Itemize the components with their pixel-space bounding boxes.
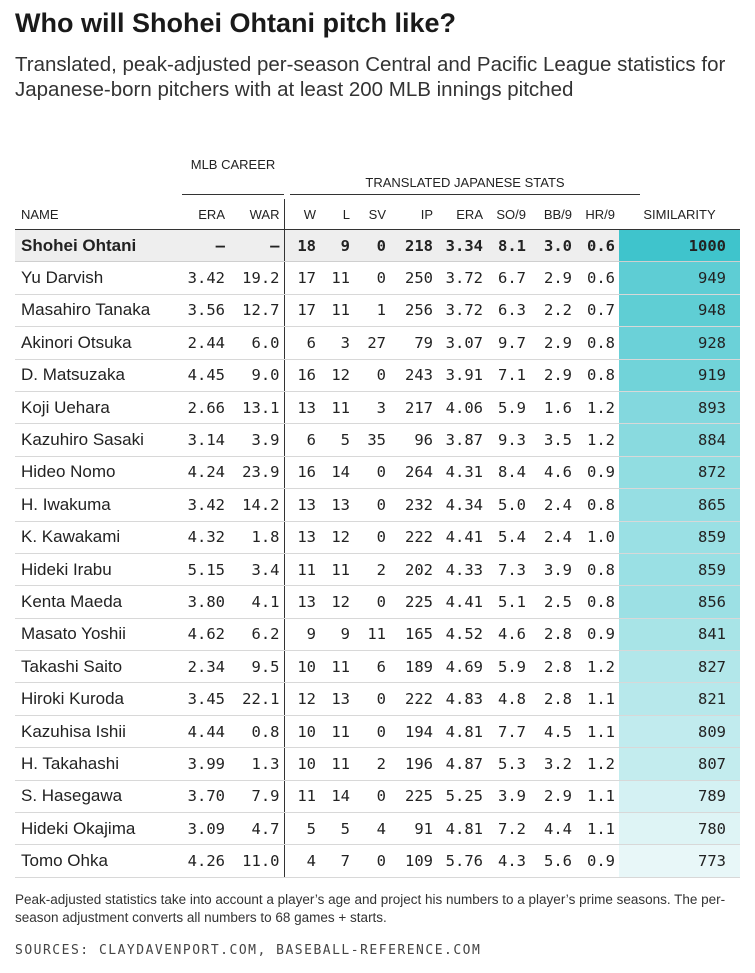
table-row (15, 489, 740, 521)
so9: 5.1 (487, 586, 530, 618)
era: 4.87 (437, 748, 487, 780)
innings-pitched: 232 (390, 489, 437, 521)
pitcher-name: H. Iwakuma (15, 489, 177, 521)
wins: 13 (284, 489, 320, 521)
pitcher-name: K. Kawakami (15, 521, 177, 553)
hr9: 0.9 (576, 618, 619, 650)
saves: 35 (354, 424, 390, 456)
pitcher-name: Masahiro Tanaka (15, 294, 177, 326)
era: 3.91 (437, 359, 487, 391)
bb9: 3.5 (530, 424, 576, 456)
innings-pitched: 225 (390, 586, 437, 618)
similarity-score: 948 (619, 294, 740, 326)
losses: 11 (320, 294, 354, 326)
mlb-era: 3.56 (177, 294, 229, 326)
wins: 13 (284, 521, 320, 553)
innings-pitched: 91 (390, 813, 437, 845)
hr9: 1.0 (576, 521, 619, 553)
bb9: 2.9 (530, 262, 576, 294)
pitcher-name: Kenta Maeda (15, 586, 177, 618)
column-header-hr9: HR/9 (576, 199, 619, 230)
wins: 10 (284, 715, 320, 747)
mlb-era: 3.45 (177, 683, 229, 715)
bb9: 2.9 (530, 327, 576, 359)
similarity-score: 841 (619, 618, 740, 650)
mlb-war: – (229, 230, 284, 262)
innings-pitched: 217 (390, 391, 437, 423)
saves: 2 (354, 553, 390, 585)
similarity-score: 928 (619, 327, 740, 359)
hr9: 1.2 (576, 391, 619, 423)
losses: 14 (320, 780, 354, 812)
mlb-war: 3.4 (229, 553, 284, 585)
wins: 17 (284, 294, 320, 326)
era: 4.33 (437, 553, 487, 585)
bb9: 2.5 (530, 586, 576, 618)
table-row (15, 715, 740, 747)
era: 4.81 (437, 813, 487, 845)
mlb-war: 1.3 (229, 748, 284, 780)
losses: 3 (320, 327, 354, 359)
innings-pitched: 189 (390, 651, 437, 683)
bb9: 4.4 (530, 813, 576, 845)
group-header-mlb-career: MLB CAREER (190, 157, 276, 172)
pitcher-name: S. Hasegawa (15, 780, 177, 812)
saves: 6 (354, 651, 390, 683)
similarity-score: 856 (619, 586, 740, 618)
wins: 16 (284, 456, 320, 488)
saves: 2 (354, 748, 390, 780)
mlb-era: 2.34 (177, 651, 229, 683)
so9: 7.2 (487, 813, 530, 845)
losses: 11 (320, 748, 354, 780)
table-row (15, 845, 740, 877)
saves: 0 (354, 262, 390, 294)
era: 4.52 (437, 618, 487, 650)
sources-line: SOURCES: CLAYDAVENPORT.COM, BASEBALL-REFERENCE.COM (15, 943, 482, 958)
saves: 0 (354, 359, 390, 391)
pitcher-name: Koji Uehara (15, 391, 177, 423)
mlb-war: 1.8 (229, 521, 284, 553)
table-row (15, 262, 740, 294)
footnote: Peak-adjusted statistics take into account a player’s age and project his numbers to a player’s prime seasons. The per-season adjustment converts all numbers to 68 games + starts. (15, 892, 726, 925)
era: 4.69 (437, 651, 487, 683)
hr9: 0.6 (576, 262, 619, 294)
bb9: 2.8 (530, 618, 576, 650)
mlb-era: 3.42 (177, 489, 229, 521)
innings-pitched: 165 (390, 618, 437, 650)
table-row (15, 651, 740, 683)
saves: 0 (354, 521, 390, 553)
saves: 0 (354, 456, 390, 488)
era: 3.87 (437, 424, 487, 456)
losses: 12 (320, 586, 354, 618)
so9: 5.4 (487, 521, 530, 553)
wins: 5 (284, 813, 320, 845)
pitcher-name: Kazuhisa Ishii (15, 715, 177, 747)
mlb-war: 6.0 (229, 327, 284, 359)
era: 5.76 (437, 845, 487, 877)
mlb-era: 2.66 (177, 391, 229, 423)
bb9: 5.6 (530, 845, 576, 877)
bb9: 4.5 (530, 715, 576, 747)
mlb-era: 3.14 (177, 424, 229, 456)
bb9: 2.9 (530, 780, 576, 812)
table-row (15, 521, 740, 553)
innings-pitched: 243 (390, 359, 437, 391)
hr9: 0.8 (576, 327, 619, 359)
wins: 4 (284, 845, 320, 877)
hr9: 0.9 (576, 845, 619, 877)
so9: 4.3 (487, 845, 530, 877)
wins: 11 (284, 780, 320, 812)
saves: 0 (354, 489, 390, 521)
hr9: 0.6 (576, 230, 619, 262)
mlb-era: 4.32 (177, 521, 229, 553)
bb9: 2.8 (530, 651, 576, 683)
so9: 5.3 (487, 748, 530, 780)
column-header-mlb-era: ERA (177, 199, 229, 230)
mlb-war: 4.7 (229, 813, 284, 845)
table-row (15, 294, 740, 326)
mlb-era: 5.15 (177, 553, 229, 585)
pitcher-name: Hideki Irabu (15, 553, 177, 585)
so9: 4.8 (487, 683, 530, 715)
losses: 12 (320, 521, 354, 553)
chart-title: Who will Shohei Ohtani pitch like? (15, 8, 457, 38)
chart-subtitle: Translated, peak-adjusted per-season Central and Pacific League statistics for Japanese-born pitchers with at least 200 MLB innings pitched (15, 53, 726, 101)
losses: 13 (320, 683, 354, 715)
similarity-score: 865 (619, 489, 740, 521)
era: 4.81 (437, 715, 487, 747)
losses: 13 (320, 489, 354, 521)
mlb-era: 4.26 (177, 845, 229, 877)
similarity-score: 872 (619, 456, 740, 488)
losses: 9 (320, 230, 354, 262)
table-row (15, 748, 740, 780)
column-header-sv: SV (354, 199, 390, 230)
saves: 1 (354, 294, 390, 326)
era: 3.72 (437, 294, 487, 326)
column-header-ip: IP (390, 199, 437, 230)
saves: 11 (354, 618, 390, 650)
mlb-war: 14.2 (229, 489, 284, 521)
mlb-war: 3.9 (229, 424, 284, 456)
hr9: 1.2 (576, 424, 619, 456)
innings-pitched: 109 (390, 845, 437, 877)
hr9: 0.8 (576, 553, 619, 585)
bb9: 2.4 (530, 521, 576, 553)
table-row (15, 780, 740, 812)
saves: 0 (354, 780, 390, 812)
saves: 3 (354, 391, 390, 423)
saves: 0 (354, 845, 390, 877)
mlb-era: 4.44 (177, 715, 229, 747)
bb9: 1.6 (530, 391, 576, 423)
column-header-l: L (320, 199, 354, 230)
hr9: 0.8 (576, 586, 619, 618)
table-row (15, 456, 740, 488)
table-row (15, 618, 740, 650)
wins: 13 (284, 391, 320, 423)
losses: 11 (320, 651, 354, 683)
similarity-score: 773 (619, 845, 740, 877)
saves: 0 (354, 230, 390, 262)
table-row (15, 424, 740, 456)
mlb-era: 3.42 (177, 262, 229, 294)
innings-pitched: 222 (390, 521, 437, 553)
losses: 11 (320, 715, 354, 747)
similarity-score: 807 (619, 748, 740, 780)
similarity-score: 827 (619, 651, 740, 683)
column-header-similarity: SIMILARITY (619, 199, 740, 230)
hr9: 1.1 (576, 780, 619, 812)
bb9: 3.9 (530, 553, 576, 585)
era: 4.83 (437, 683, 487, 715)
mlb-era: 3.09 (177, 813, 229, 845)
so9: 8.1 (487, 230, 530, 262)
column-header-bb9: BB/9 (530, 199, 576, 230)
so9: 7.7 (487, 715, 530, 747)
mlb-era: 3.70 (177, 780, 229, 812)
innings-pitched: 256 (390, 294, 437, 326)
mlb-era: 2.44 (177, 327, 229, 359)
losses: 5 (320, 424, 354, 456)
losses: 12 (320, 359, 354, 391)
similarity-score: 821 (619, 683, 740, 715)
bb9: 2.4 (530, 489, 576, 521)
table-row (15, 553, 740, 585)
mlb-war: 23.9 (229, 456, 284, 488)
mlb-war: 12.7 (229, 294, 284, 326)
wins: 13 (284, 586, 320, 618)
bb9: 4.6 (530, 456, 576, 488)
mlb-war: 19.2 (229, 262, 284, 294)
pitcher-name: Hiroki Kuroda (15, 683, 177, 715)
wins: 10 (284, 748, 320, 780)
table-row (15, 586, 740, 618)
hr9: 0.7 (576, 294, 619, 326)
bb9: 2.9 (530, 359, 576, 391)
era: 4.41 (437, 586, 487, 618)
innings-pitched: 264 (390, 456, 437, 488)
losses: 14 (320, 456, 354, 488)
hr9: 0.9 (576, 456, 619, 488)
so9: 5.0 (487, 489, 530, 521)
so9: 5.9 (487, 651, 530, 683)
losses: 11 (320, 262, 354, 294)
group-rule-translated-japanese-stats (290, 194, 640, 195)
saves: 27 (354, 327, 390, 359)
mlb-era: 3.99 (177, 748, 229, 780)
innings-pitched: 225 (390, 780, 437, 812)
hr9: 1.1 (576, 683, 619, 715)
bb9: 2.8 (530, 683, 576, 715)
similarity-score: 789 (619, 780, 740, 812)
saves: 0 (354, 683, 390, 715)
mlb-era: 4.45 (177, 359, 229, 391)
similarity-score: 809 (619, 715, 740, 747)
pitcher-name: Kazuhiro Sasaki (15, 424, 177, 456)
wins: 11 (284, 553, 320, 585)
losses: 7 (320, 845, 354, 877)
so9: 7.3 (487, 553, 530, 585)
mlb-war: 4.1 (229, 586, 284, 618)
so9: 8.4 (487, 456, 530, 488)
table-row (15, 391, 740, 423)
pitcher-name: Takashi Saito (15, 651, 177, 683)
table-body (15, 230, 740, 878)
table-row (15, 683, 740, 715)
similarity-score: 780 (619, 813, 740, 845)
pitcher-name: Masato Yoshii (15, 618, 177, 650)
mlb-war: 9.0 (229, 359, 284, 391)
similarity-score: 884 (619, 424, 740, 456)
mlb-era: 4.24 (177, 456, 229, 488)
so9: 9.7 (487, 327, 530, 359)
similarity-score: 859 (619, 553, 740, 585)
pitcher-name: Yu Darvish (15, 262, 177, 294)
table-row-highlighted (15, 230, 740, 262)
losses: 5 (320, 813, 354, 845)
mlb-war: 22.1 (229, 683, 284, 715)
similarity-table (15, 199, 740, 878)
innings-pitched: 250 (390, 262, 437, 294)
hr9: 0.8 (576, 489, 619, 521)
mlb-war: 13.1 (229, 391, 284, 423)
pitcher-name: Tomo Ohka (15, 845, 177, 877)
wins: 10 (284, 651, 320, 683)
pitcher-name: Akinori Otsuka (15, 327, 177, 359)
era: 4.34 (437, 489, 487, 521)
pitcher-name: Shohei Ohtani (15, 230, 177, 262)
mlb-war: 11.0 (229, 845, 284, 877)
so9: 5.9 (487, 391, 530, 423)
mlb-war: 9.5 (229, 651, 284, 683)
column-header-war: WAR (229, 199, 284, 230)
mlb-war: 7.9 (229, 780, 284, 812)
wins: 9 (284, 618, 320, 650)
saves: 0 (354, 586, 390, 618)
bb9: 2.2 (530, 294, 576, 326)
pitcher-name: D. Matsuzaka (15, 359, 177, 391)
saves: 0 (354, 715, 390, 747)
similarity-score: 949 (619, 262, 740, 294)
innings-pitched: 218 (390, 230, 437, 262)
innings-pitched: 96 (390, 424, 437, 456)
mlb-war: 6.2 (229, 618, 284, 650)
mlb-era: 4.62 (177, 618, 229, 650)
era: 5.25 (437, 780, 487, 812)
hr9: 1.1 (576, 813, 619, 845)
wins: 17 (284, 262, 320, 294)
table-row (15, 813, 740, 845)
wins: 16 (284, 359, 320, 391)
wins: 18 (284, 230, 320, 262)
era: 4.31 (437, 456, 487, 488)
column-header-era: ERA (437, 199, 487, 230)
pitcher-name: H. Takahashi (15, 748, 177, 780)
column-header-name: NAME (15, 199, 177, 230)
losses: 11 (320, 391, 354, 423)
losses: 9 (320, 618, 354, 650)
so9: 7.1 (487, 359, 530, 391)
saves: 4 (354, 813, 390, 845)
wins: 6 (284, 327, 320, 359)
innings-pitched: 222 (390, 683, 437, 715)
so9: 9.3 (487, 424, 530, 456)
era: 3.07 (437, 327, 487, 359)
hr9: 1.1 (576, 715, 619, 747)
wins: 12 (284, 683, 320, 715)
hr9: 0.8 (576, 359, 619, 391)
so9: 4.6 (487, 618, 530, 650)
table-header-row (15, 199, 740, 230)
mlb-era: 3.80 (177, 586, 229, 618)
era: 3.72 (437, 262, 487, 294)
mlb-war: 0.8 (229, 715, 284, 747)
bb9: 3.0 (530, 230, 576, 262)
similarity-score: 893 (619, 391, 740, 423)
column-header-w: W (284, 199, 320, 230)
so9: 6.7 (487, 262, 530, 294)
similarity-score: 919 (619, 359, 740, 391)
innings-pitched: 194 (390, 715, 437, 747)
mlb-era: – (177, 230, 229, 262)
similarity-score: 859 (619, 521, 740, 553)
pitcher-name: Hideki Okajima (15, 813, 177, 845)
hr9: 1.2 (576, 651, 619, 683)
so9: 6.3 (487, 294, 530, 326)
innings-pitched: 202 (390, 553, 437, 585)
pitcher-name: Hideo Nomo (15, 456, 177, 488)
group-header-translated-japanese-stats: TRANSLATED JAPANESE STATS (365, 175, 565, 190)
column-header-so9: SO/9 (487, 199, 530, 230)
hr9: 1.2 (576, 748, 619, 780)
era: 4.41 (437, 521, 487, 553)
wins: 6 (284, 424, 320, 456)
losses: 11 (320, 553, 354, 585)
bb9: 3.2 (530, 748, 576, 780)
group-rule-mlb-career (182, 194, 284, 195)
innings-pitched: 79 (390, 327, 437, 359)
table-row (15, 359, 740, 391)
table-row (15, 327, 740, 359)
innings-pitched: 196 (390, 748, 437, 780)
so9: 3.9 (487, 780, 530, 812)
era: 4.06 (437, 391, 487, 423)
era: 3.34 (437, 230, 487, 262)
similarity-score: 1000 (619, 230, 740, 262)
